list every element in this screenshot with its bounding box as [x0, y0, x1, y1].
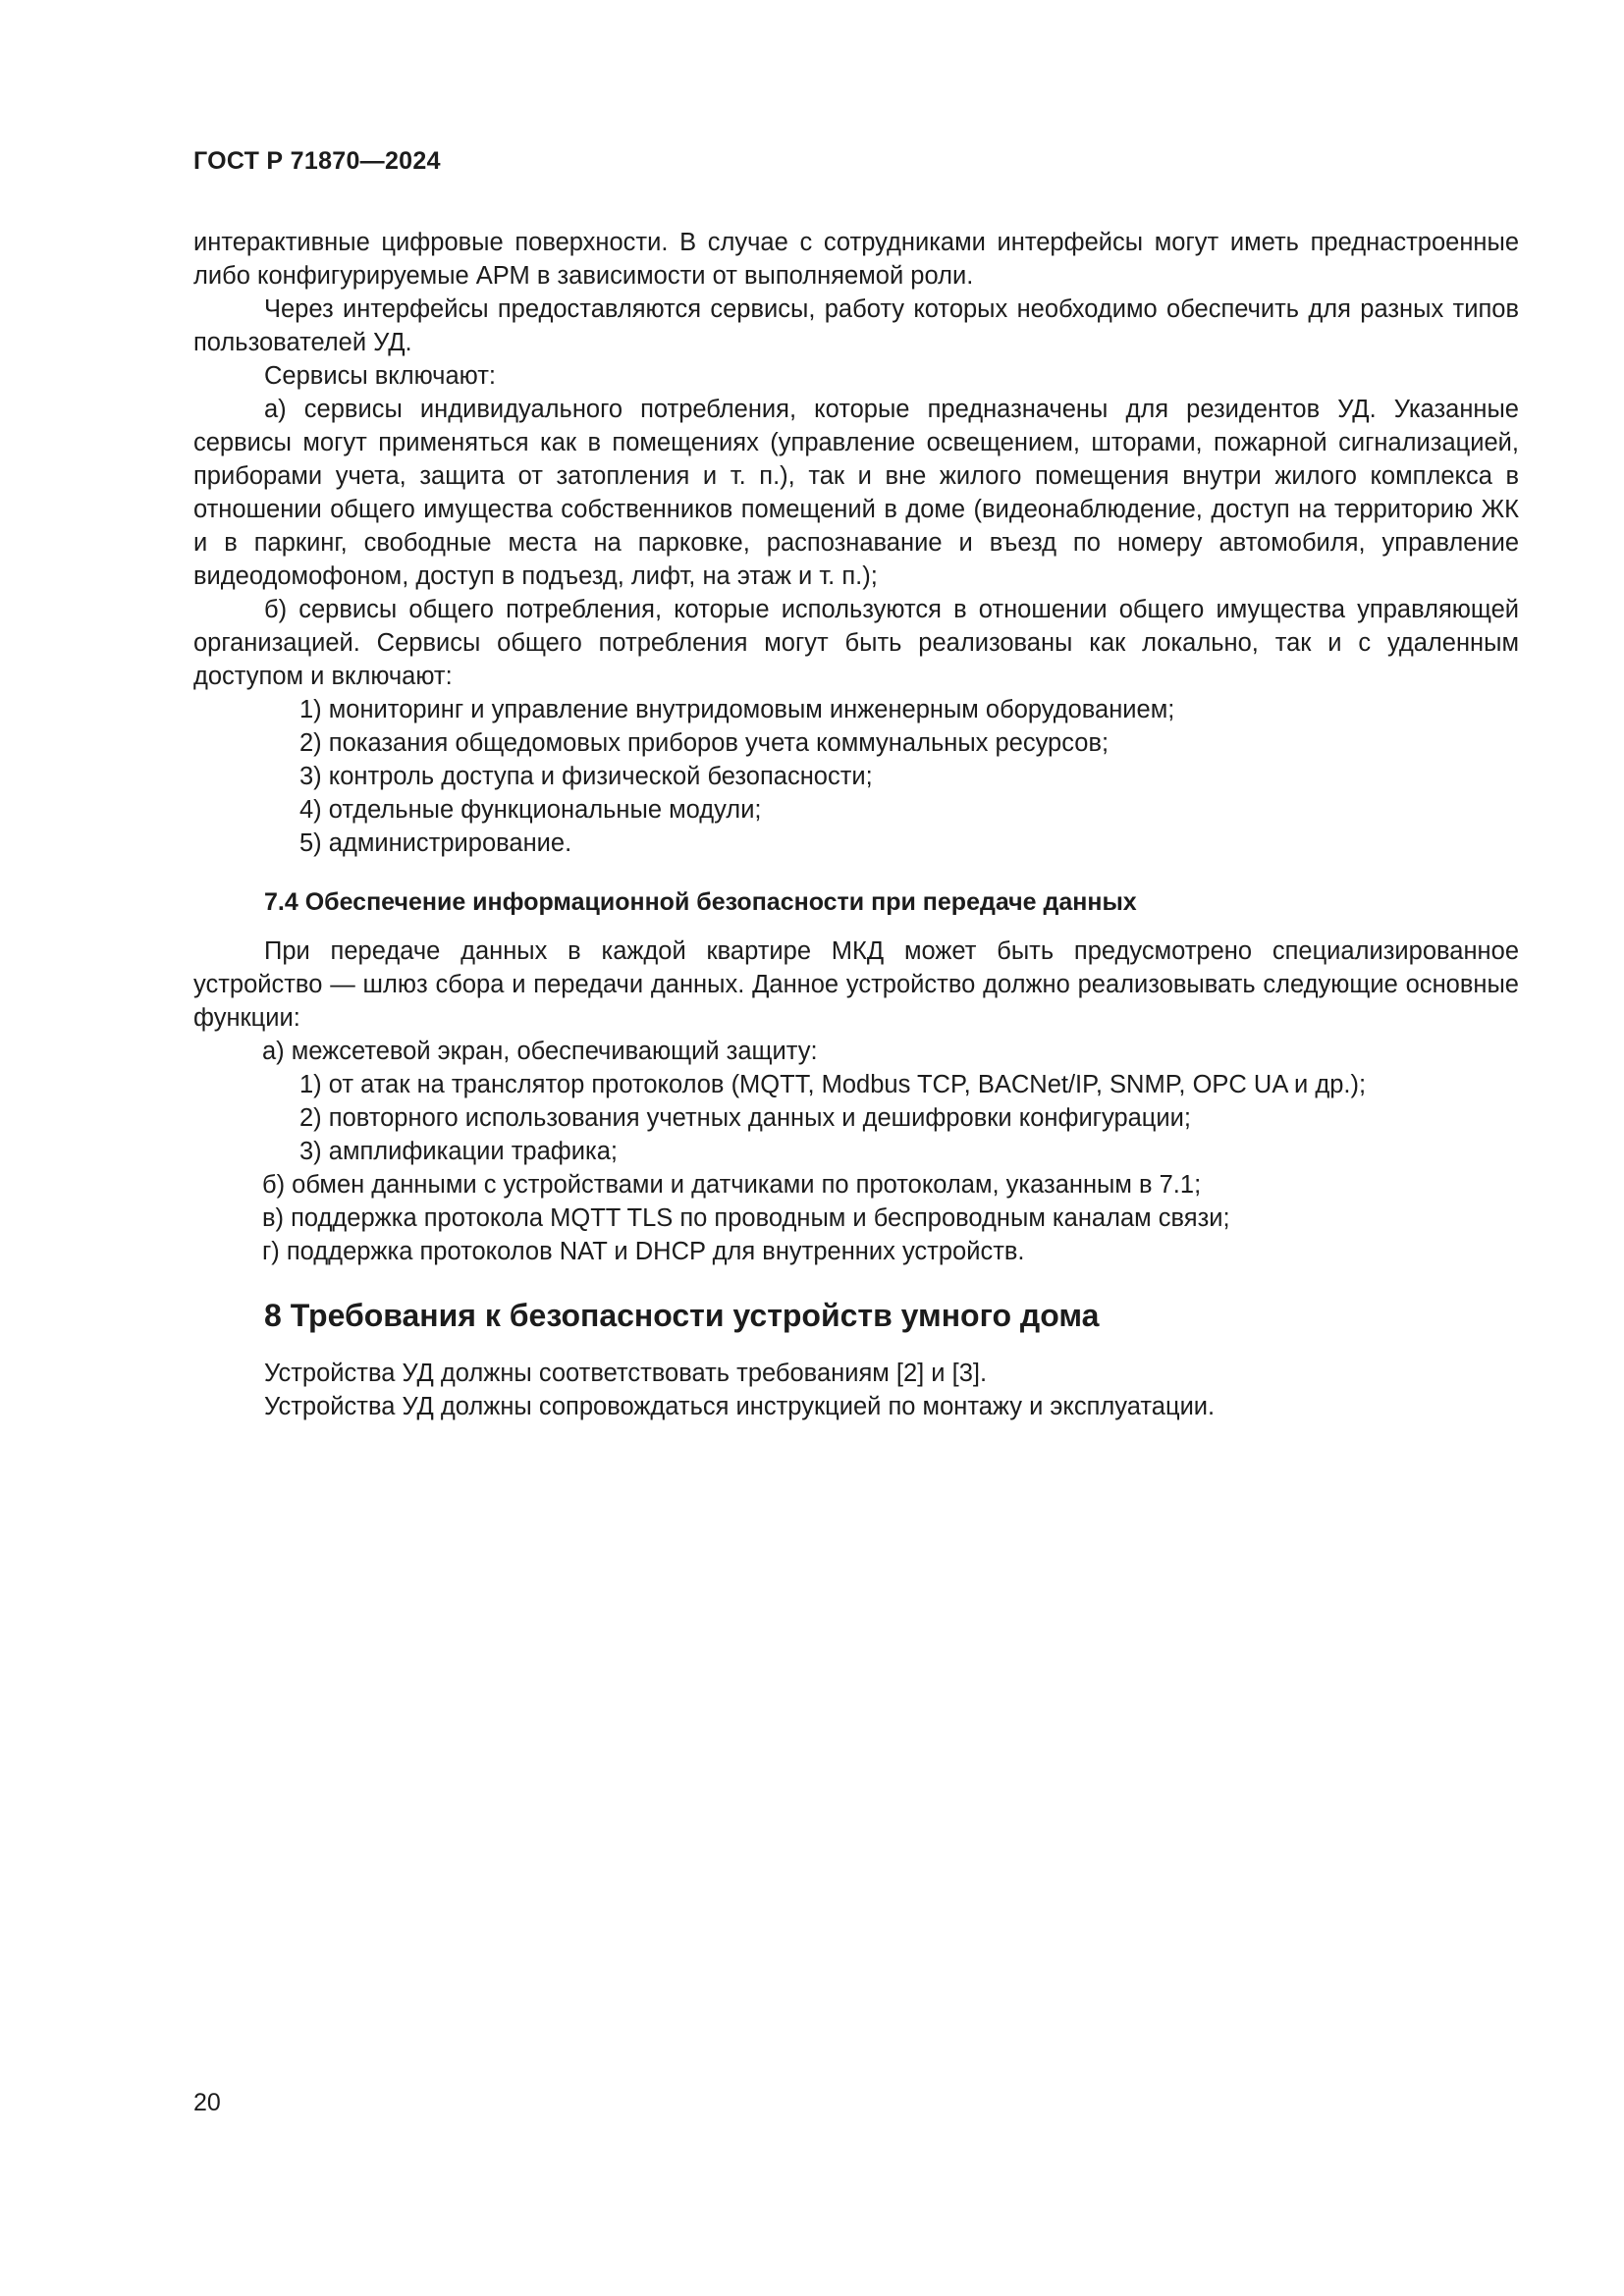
- list-item-a: а) межсетевой экран, обеспечивающий защиту:: [262, 1038, 818, 1065]
- list-item: 1) мониторинг и управление внутридомовым инженерным оборудованием;: [299, 696, 1175, 723]
- list-item-b: б) обмен данными с устройствами и датчиками по протоколам, указанным в 7.1;: [262, 1171, 1202, 1199]
- paragraph-individual-services: а) сервисы индивидуального потребления, которые предназначены для резидентов УД. Указанные сервисы могут применяться как в помещениях (управление освещением, шторами, пожарной сигнализацией, приборами учета, защита от затопления и т. п.), так и вне жилого помещения внутри жилого комплекса в отношении общего имущества собственников помещений в доме (видеонаблюдение, доступ на территорию ЖК и в паркинг, свободные места на парковке, распознавание и въезд по номеру автомобиля, управление видеодомофоном, доступ в подъезд, лифт, на этаж и т. п.);: [193, 396, 1519, 590]
- paragraph-services-provided: Через интерфейсы предоставляются сервисы, работу которых необходимо обеспечить для разных типов пользователей УД.: [193, 295, 1519, 356]
- paragraph-device-instructions: Устройства УД должны сопровождаться инструкцией по монтажу и эксплуатации.: [264, 1393, 1216, 1420]
- document-code-header: ГОСТ Р 71870—2024: [193, 147, 441, 175]
- subsection-heading-7-4: 7.4 Обеспечение информационной безопасности при передаче данных: [264, 888, 1137, 916]
- paragraph-device-requirements: Устройства УД должны соответствовать требованиям [2] и [3].: [264, 1360, 988, 1387]
- page-number: 20: [193, 2089, 221, 2116]
- list-item: 2) повторного использования учетных данных и дешифровки конфигурации;: [299, 1104, 1191, 1132]
- list-item: 5) администрирование.: [299, 829, 572, 857]
- paragraph-gateway: При передаче данных в каждой квартире МКД может быть предусмотрено специализированное устройство — шлюз сбора и передачи данных. Данное устройство должно реализовывать следующие основные функции:: [193, 937, 1519, 1032]
- list-item: 1) от атак на транслятор протоколов (MQTT, Modbus TCP, BACNet/IP, SNMP, OPC UA и др.);: [299, 1071, 1367, 1098]
- paragraph-interfaces-continuation: интерактивные цифровые поверхности. В случае с сотрудниками интерфейсы могут иметь преднастроенные либо конфигурируемые АРМ в зависимости от выполняемой роли.: [193, 229, 1519, 290]
- page-body: [193, 226, 1519, 1423]
- list-item: 3) контроль доступа и физической безопасности;: [299, 763, 873, 790]
- list-item: 3) амплификации трафика;: [299, 1138, 618, 1165]
- paragraph-services-include: Сервисы включают:: [264, 362, 496, 390]
- paragraph-common-services: б) сервисы общего потребления, которые используются в отношении общего имущества управляющей организацией. Сервисы общего потребления могут быть реализованы как локально, так и с удаленным доступом и включают:: [193, 596, 1519, 690]
- list-item-g: г) поддержка протоколов NAT и DHCP для внутренних устройств.: [262, 1238, 1025, 1265]
- list-item-v: в) поддержка протокола MQTT TLS по проводным и беспроводным каналам связи;: [262, 1204, 1230, 1232]
- section-heading-8: 8 Требования к безопасности устройств умного дома: [264, 1298, 1100, 1333]
- list-item: 4) отдельные функциональные модули;: [299, 796, 762, 824]
- list-item: 2) показания общедомовых приборов учета коммунальных ресурсов;: [299, 729, 1110, 757]
